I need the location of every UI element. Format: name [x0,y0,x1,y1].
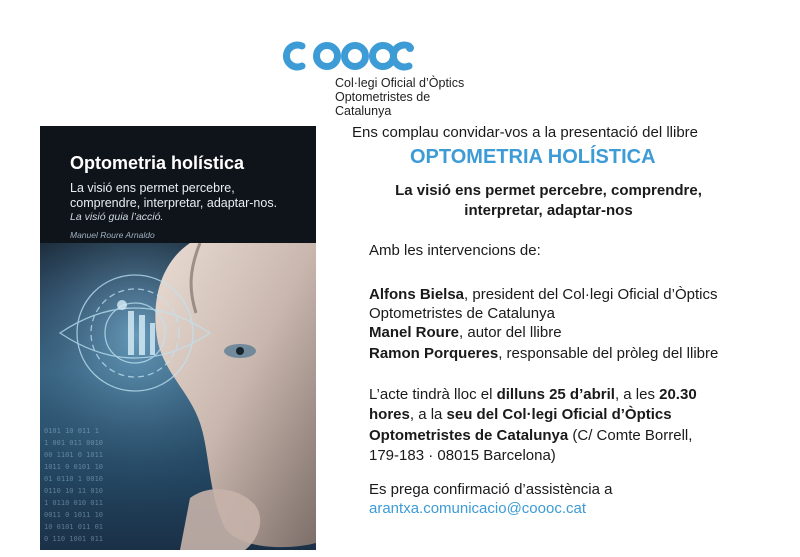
rsvp-text: Es prega confirmació d’assistència a [369,481,613,498]
coooc-logo-mark [277,36,487,76]
cover-author: Manuel Roure Arnaldo [70,230,155,240]
logo [277,36,487,118]
event-text-1: L’acte tindrà lloc el [369,386,497,403]
svg-text:1 0110 010 011: 1 0110 010 011 [44,499,104,507]
cover-tagline: La visió guia l’acció. [70,211,164,223]
cover-face-illustration [40,243,316,550]
logo-line-2: Optometristes de Catalunya [335,90,431,118]
speaker-2-role: , autor del llibre [459,324,562,341]
svg-text:0011 0 1011 10: 0011 0 1011 10 [44,511,104,519]
book-subtitle-line-2: interpretar, adaptar-nos [464,202,633,219]
logo-letter-o1 [317,46,338,67]
logo-line-1: Col·legi Oficial d’Òptics [335,76,465,90]
event-venue: seu del Col·legi Oficial d’Òptics [446,406,672,423]
svg-text:0 110 1001 011: 0 110 1001 011 [44,535,104,543]
book-subtitle-line-1: La visió ens permet percebre, comprendre, [395,182,702,199]
event-time-cont: hores [369,406,410,423]
svg-text:1 001 011 0010: 1 001 011 0010 [44,439,104,447]
event-line-1 [369,385,697,404]
event-address-2: 179-183 · 08015 Barcelona) [369,447,556,464]
speaker-2-name: Manel Roure [369,324,460,341]
book-title: OPTOMETRIA HOLÍSTICA [410,146,656,168]
svg-text:10 0101 011 01: 10 0101 011 01 [44,523,104,531]
book-subtitle [375,181,722,221]
speaker-1-name: Alfons Bielsa [369,286,465,303]
logo-letter-o2 [345,46,366,67]
event-line-3 [369,426,692,445]
speaker-3 [369,344,718,363]
speaker-3-name: Ramon Porqueres [369,345,499,362]
event-time: 20.30 [659,386,697,403]
speaker-1-role: , president del Col·legi Oficial d’Òptics [464,286,718,303]
speaker-1 [369,285,717,304]
speakers-intro: Amb les intervencions de: [369,242,541,259]
invitation-intro: Ens complau convidar-vos a la presentació del llibre [352,124,699,141]
book-cover-image [40,126,316,550]
event-text-3: , a la [409,406,447,423]
logo-letter-c1 [286,45,302,67]
event-text-2: , a les [614,386,660,403]
event-date: dilluns 25 d’abril [496,386,615,403]
speaker-2 [369,323,562,342]
svg-text:00 1101 0 1011: 00 1101 0 1011 [44,451,104,459]
svg-text:01 0110 1 0010: 01 0110 1 0010 [44,475,104,483]
svg-text:0110 10 11 010: 0110 10 11 010 [44,487,104,495]
speaker-1-role-cont: Optometristes de Catalunya [369,305,555,322]
cover-title: Optometria holística [70,153,245,173]
svg-text:0101 10 011 1: 0101 10 011 1 [44,427,99,435]
rsvp-email-link[interactable]: arantxa.comunicacio@coooc.cat [369,500,587,517]
event-line-2 [369,405,672,424]
speaker-3-role: , responsable del pròleg del llibre [498,345,719,362]
svg-text:1011 0 0101 10: 1011 0 0101 10 [44,463,104,471]
event-venue-cont: Optometristes de Catalunya [369,427,569,444]
event-address-1: (C/ Comte Borrell, [568,427,693,444]
cover-subtitle-line-2: comprendre, interpretar, adaptar-nos. [70,196,278,210]
logo-dot [406,44,414,52]
cover-subtitle-line-1: La visió ens permet percebre, [70,181,235,195]
